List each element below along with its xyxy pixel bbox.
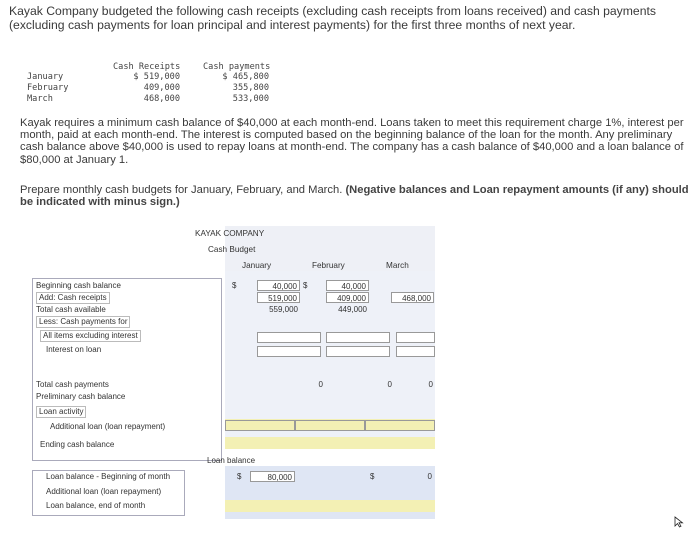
row-loan-beginning	[32, 471, 435, 483]
ending-band	[225, 437, 435, 449]
total-payments-feb: 0	[387, 380, 392, 389]
input-interest-feb[interactable]	[326, 346, 390, 357]
row-all-items	[32, 330, 435, 342]
input-receipts-jan[interactable]: 519,000	[257, 292, 300, 303]
input-loan-feb[interactable]	[295, 420, 365, 431]
row-beginning-cash	[32, 280, 435, 292]
row-label: Loan activity	[36, 406, 86, 418]
input-beginning-jan[interactable]: 40,000	[257, 280, 300, 291]
input-payments-jan[interactable]	[257, 332, 321, 343]
row-total-available	[32, 304, 435, 316]
given-receipts: $ 519,000	[133, 72, 180, 82]
loan-end-band	[225, 500, 435, 512]
cursor-icon	[674, 516, 684, 528]
row-label: Beginning cash balance	[36, 281, 121, 290]
intro-text: Kayak Company budgeted the following cash receipts (excluding cash receipts from loans received) and cash payments (excluding cash payments for loan principal and interest payments) for the first three months of next year.	[9, 4, 656, 32]
loan-beginning-mar: 0	[427, 472, 432, 481]
col-header-receipts: Cash Receipts	[113, 62, 181, 72]
row-preliminary	[32, 391, 435, 403]
month-header-january: January	[242, 261, 272, 270]
row-label: Loan balance - Beginning of month	[46, 472, 171, 481]
input-loan-mar[interactable]	[365, 420, 435, 431]
row-label: Ending cash balance	[40, 440, 115, 449]
loan-beginning-jan[interactable]: 80,000	[250, 471, 295, 482]
row-label: Total cash payments	[36, 380, 109, 389]
given-data-table	[27, 62, 277, 108]
row-loan-additional	[32, 486, 435, 498]
row-label: All items excluding interest	[40, 330, 141, 342]
dollar-sign: $	[237, 472, 242, 481]
given-receipts: 468,000	[143, 94, 180, 104]
given-payments: $ 465,800	[222, 72, 269, 82]
row-total-payments	[32, 379, 435, 391]
total-available-feb: 449,000	[338, 305, 367, 314]
given-month: March	[27, 94, 53, 104]
row-label: Preliminary cash balance	[36, 392, 126, 401]
input-interest-mar[interactable]	[396, 346, 435, 357]
row-label: Interest on loan	[46, 345, 102, 354]
given-month: January	[27, 72, 64, 82]
col-header-payments: Cash payments	[203, 62, 271, 72]
instructions-text: Prepare monthly cash budgets for January, February, and March.	[20, 184, 343, 196]
row-label: Additional loan (loan repayment)	[50, 422, 166, 431]
cash-budget-table	[32, 226, 435, 519]
budget-title: Cash Budget	[208, 245, 256, 254]
row-less-payments	[32, 316, 435, 328]
row-label: Additional loan (loan repayment)	[46, 487, 162, 496]
company-name: KAYAK COMPANY	[195, 229, 265, 238]
input-payments-mar[interactable]	[396, 332, 435, 343]
month-header-february: February	[312, 261, 345, 270]
input-loan-jan[interactable]	[225, 420, 295, 431]
input-beginning-feb[interactable]: 40,000	[326, 280, 369, 291]
given-payments: 355,800	[232, 83, 269, 93]
instructions	[20, 184, 692, 209]
input-receipts-feb[interactable]: 409,000	[326, 292, 369, 303]
dollar-sign: $	[370, 472, 375, 481]
input-interest-jan[interactable]	[257, 346, 321, 357]
total-payments-jan: 0	[318, 380, 323, 389]
row-label: Loan balance, end of month	[46, 501, 146, 510]
dollar-sign: $	[232, 281, 237, 290]
row-label: Add: Cash receipts	[36, 292, 110, 304]
row-interest	[32, 344, 435, 356]
row-loan-activity	[32, 406, 435, 418]
input-payments-feb[interactable]	[326, 332, 390, 343]
input-receipts-mar[interactable]: 468,000	[391, 292, 434, 303]
row-label: Total cash available	[36, 305, 106, 314]
row-label: Less: Cash payments for	[36, 316, 130, 328]
given-payments: 533,000	[232, 94, 269, 104]
requirement-text: Kayak requires a minimum cash balance of $40,000 at each month-end. Loans taken to meet this requirement charge 1%, interest per month, paid at each month-end. The interest is computed based on the beginning balance of the loan for the month. Any preliminary cash balance above $40,000 is used to repay loans at month-end. The company has a cash balance of $40,000 and a loan balance of $80,000 at January 1.	[20, 117, 684, 166]
loan-balance-header: Loan balance	[207, 456, 256, 465]
month-header-march: March	[386, 261, 409, 270]
row-cash-receipts	[32, 292, 435, 304]
given-receipts: 409,000	[143, 83, 180, 93]
instructions-bold: (Negative balances and Loan repayment amounts (if any) should be indicated with minus sign.)	[20, 184, 689, 209]
total-payments-mar: 0	[428, 380, 433, 389]
dollar-sign: $	[303, 281, 308, 290]
given-month: February	[27, 83, 69, 93]
total-available-jan: 559,000	[269, 305, 298, 314]
